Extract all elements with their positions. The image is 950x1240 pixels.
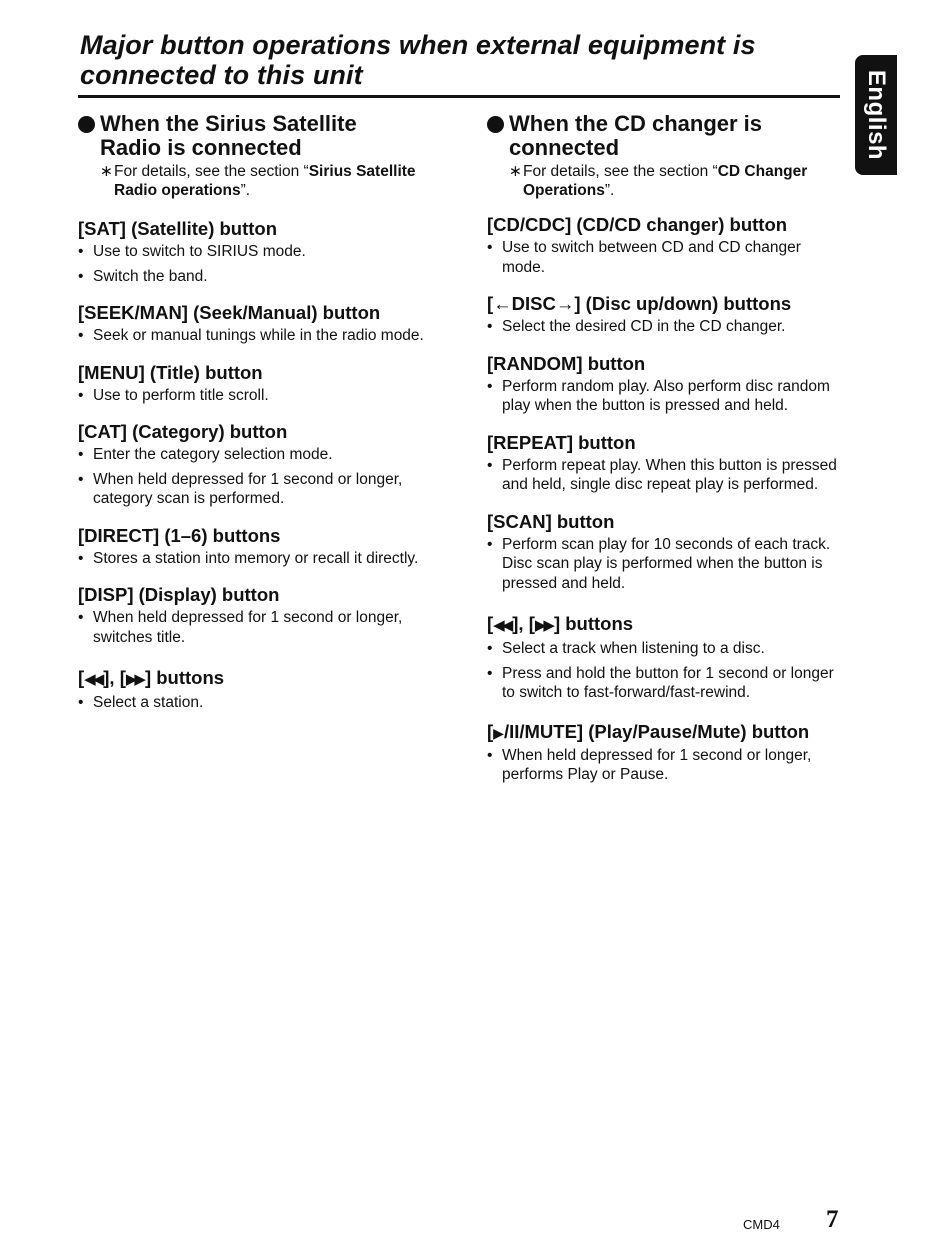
disc-button-list: [487, 317, 847, 337]
list-item: • When held depressed for 1 second or longer, performs Play or Pause.: [487, 746, 847, 785]
list-item: • When held depressed for 1 second or longer, category scan is performed.: [78, 470, 438, 509]
page-title: [80, 30, 840, 90]
cd-changer-heading-line-1: When the CD changer is: [509, 111, 763, 136]
asterisk-icon: ∗: [509, 163, 522, 180]
play-icon: ▶: [493, 724, 504, 741]
direct-button-heading: [DIRECT] (1–6) buttons: [78, 524, 281, 546]
list-item: • Enter the category selection mode.: [78, 445, 438, 465]
random-button-list: [487, 377, 847, 416]
cat-button-list: [78, 445, 438, 509]
disp-button-list: [78, 608, 438, 647]
list-item: • When held depressed for 1 second or longer, switches title.: [78, 608, 438, 647]
random-button-heading: [RANDOM] button: [487, 352, 646, 374]
cat-button-heading: [CAT] (Category) button: [78, 421, 288, 442]
seek-button-block: [78, 302, 438, 346]
scan-button-list: [487, 535, 847, 594]
direct-button-block: [78, 525, 438, 569]
pause-icon: II: [509, 720, 520, 742]
seek-button-heading: [SEEK/MAN] (Seek/Manual) button: [78, 302, 381, 323]
play-pause-button-block: [487, 721, 847, 785]
cd-changer-column: [487, 112, 847, 785]
bullet-dot-icon: [78, 116, 95, 133]
sat-button-list: [78, 242, 438, 286]
disc-button-heading: [←DISC→] (Disc up/down) buttons: [487, 293, 792, 314]
repeat-button-list: [487, 456, 847, 495]
cdc-button-block: [487, 214, 847, 277]
seek-button-list: [78, 326, 438, 346]
list-item: • Seek or manual tunings while in the radio mode.: [78, 326, 438, 346]
model-code: CMD4: [743, 1217, 780, 1232]
play-pause-button-list: [487, 746, 847, 785]
sat-button-heading: [SAT] (Satellite) button: [78, 218, 278, 239]
sirius-heading-line-2: Radio is connected: [100, 135, 302, 160]
language-tab-label: English: [863, 69, 890, 161]
cdc-button-list: [487, 238, 847, 277]
track-skip-button-heading: [◀◀ ], [▶▶ ] buttons: [487, 613, 634, 634]
list-item: • Select the desired CD in the CD changer.: [487, 317, 847, 337]
list-item: • Use to perform title scroll.: [78, 386, 438, 406]
next-track-icon: ▶▶: [534, 617, 552, 634]
disc-button-block: [487, 293, 847, 337]
skip-button-block: [78, 667, 438, 713]
page-number: 7: [826, 1206, 839, 1233]
menu-button-block: [78, 362, 438, 406]
track-skip-button-block: [487, 613, 847, 703]
asterisk-icon: ∗: [100, 163, 113, 180]
list-item: • Stores a station into memory or recall it directly.: [78, 549, 438, 569]
disp-button-block: [78, 584, 438, 647]
language-tab: [855, 55, 897, 175]
repeat-button-heading: [REPEAT] button: [487, 431, 636, 453]
page-title-line-1: Major button operations when external equipment is: [80, 30, 756, 60]
page-title-line-2: connected to this unit: [80, 60, 363, 90]
cat-button-block: [78, 421, 438, 509]
list-item: • Perform scan play for 10 seconds of each track. Disc scan play is performed when the button is pressed and held.: [487, 535, 847, 594]
scan-button-block: [487, 511, 847, 594]
list-item: • Select a station.: [78, 693, 438, 713]
cd-changer-heading-line-2: connected: [509, 135, 620, 160]
scan-button-heading: [SCAN] button: [487, 510, 615, 532]
previous-track-icon: ◀◀: [84, 671, 102, 688]
bullet-dot-icon: [487, 116, 504, 133]
skip-button-list: [78, 693, 438, 713]
menu-button-heading: [MENU] (Title) button: [78, 361, 263, 383]
list-item: • Perform repeat play. When this button is pressed and held, single disc repeat play is performed.: [487, 456, 847, 495]
cdc-button-heading: [CD/CDC] (CD/CD changer) button: [487, 214, 788, 235]
cd-changer-reference-note: ∗For details, see the section “CD Changer Operations”.: [509, 163, 808, 199]
list-item: • Press and hold the button for 1 second or longer to switch to fast-forward/fast-rewind.: [487, 664, 847, 703]
list-item: • Use to switch to SIRIUS mode.: [78, 242, 438, 262]
disp-button-heading: [DISP] (Display) button: [78, 584, 280, 605]
sirius-reference-link: Sirius Satellite Radio operations: [114, 163, 416, 199]
list-item: • Use to switch between CD and CD changer mode.: [487, 238, 847, 277]
random-button-block: [487, 353, 847, 416]
menu-button-list: [78, 386, 438, 406]
sat-button-block: [78, 218, 438, 286]
sirius-reference-note: ∗For details, see the section “Sirius Satellite Radio operations”.: [100, 163, 416, 199]
sirius-column: [78, 112, 438, 713]
track-skip-button-list: [487, 639, 847, 703]
list-item: • Select a track when listening to a disc.: [487, 639, 847, 659]
skip-button-heading: [◀◀ ], [▶▶ ] buttons: [78, 667, 225, 688]
previous-track-icon: ◀◀: [493, 617, 511, 634]
sirius-section-heading: [78, 112, 438, 160]
next-track-icon: ▶▶: [125, 671, 143, 688]
cd-changer-reference-link: CD Changer Operations: [523, 163, 808, 199]
list-item: • Switch the band.: [78, 267, 438, 287]
cd-changer-section-heading: [487, 112, 847, 160]
list-item: • Perform random play. Also perform disc random play when the button is pressed and held.: [487, 377, 847, 416]
title-rule: [78, 95, 840, 98]
direct-button-list: [78, 549, 438, 569]
play-pause-button-heading: [▶/II/MUTE] (Play/Pause/Mute) button: [487, 720, 810, 742]
sirius-heading-line-1: When the Sirius Satellite: [100, 111, 357, 136]
repeat-button-block: [487, 432, 847, 495]
